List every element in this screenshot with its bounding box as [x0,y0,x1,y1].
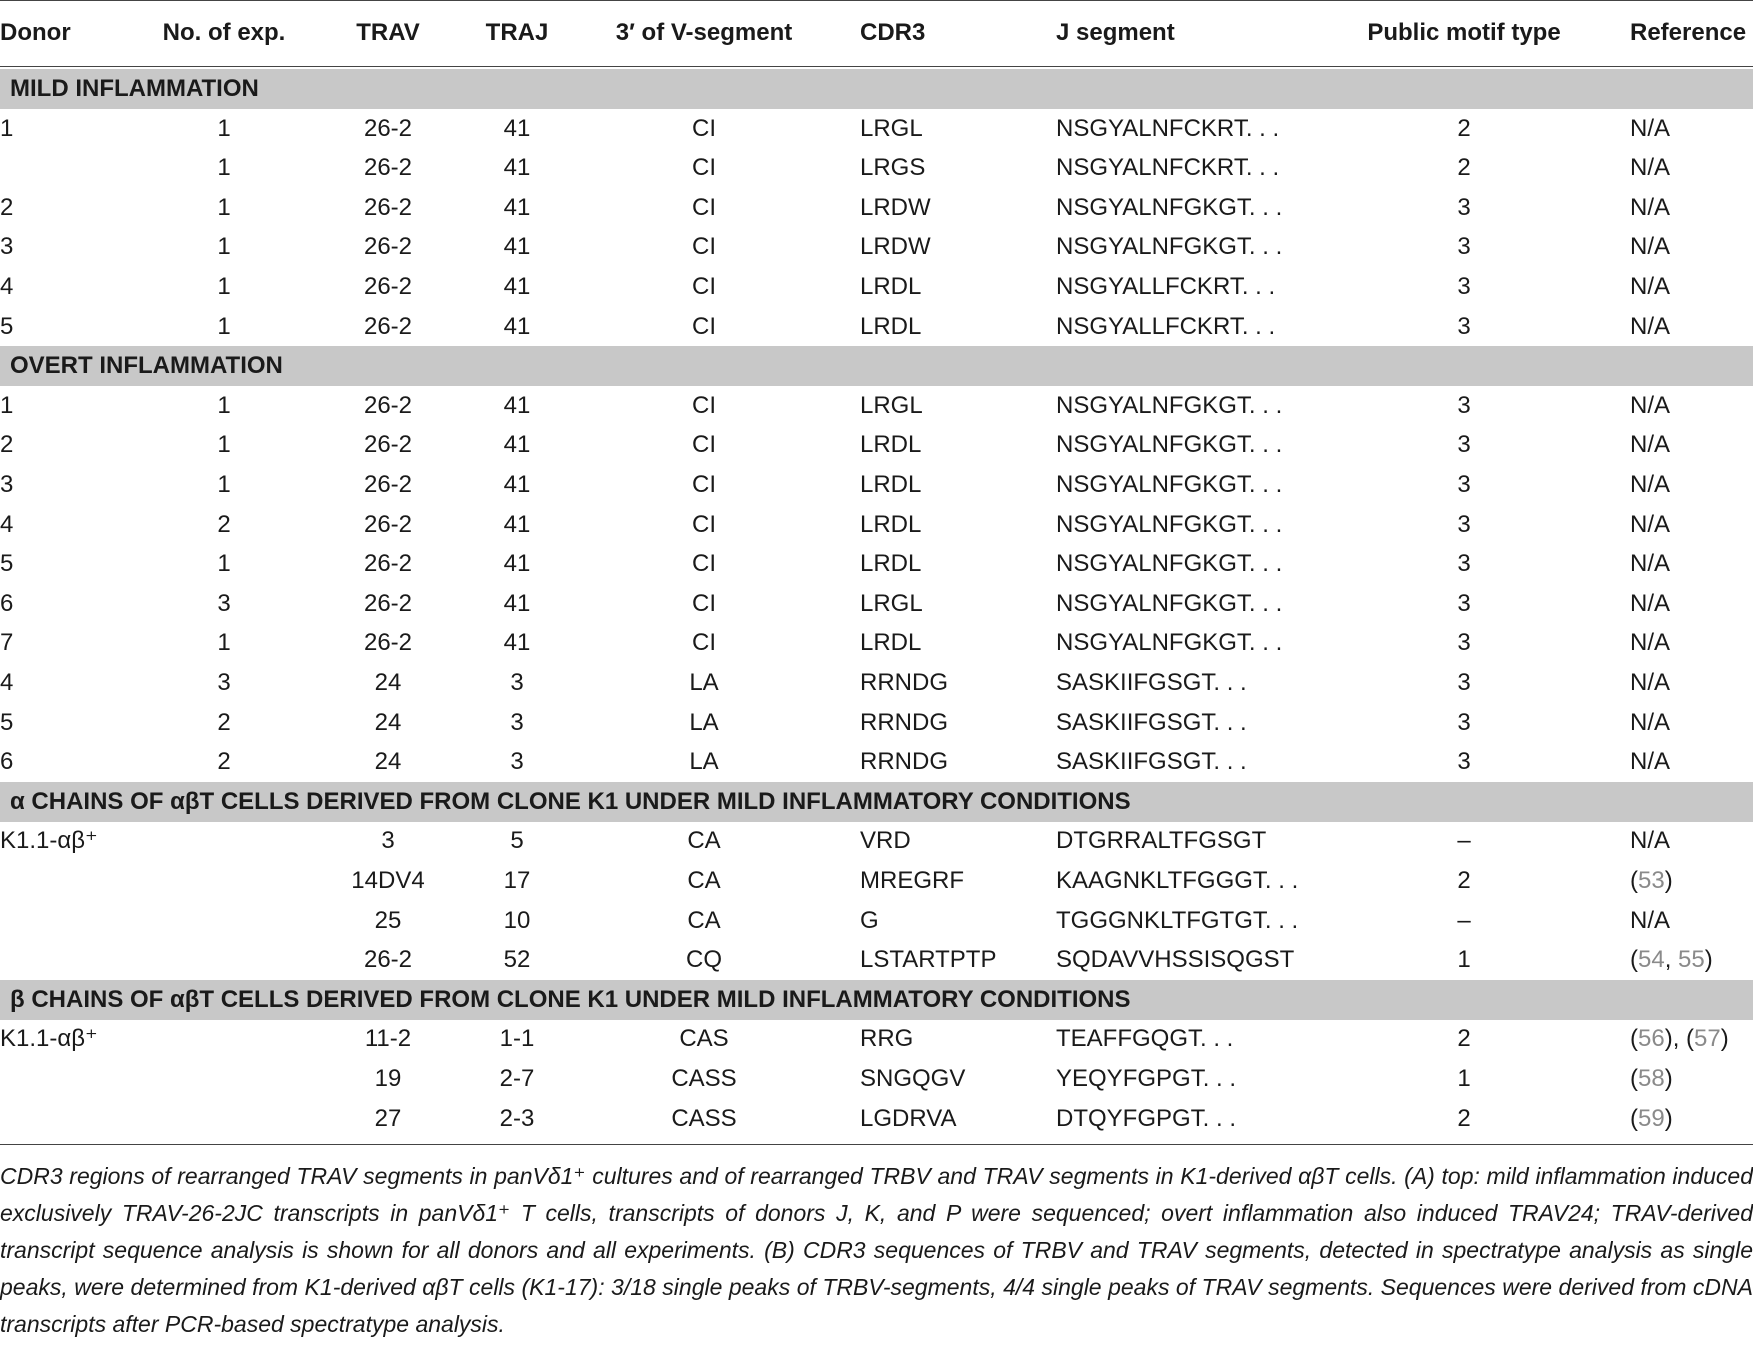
cell-trav: 19 [374,1065,402,1092]
cell-trav: 24 [374,669,402,696]
cell-trav: 26-2 [363,273,413,300]
cell-no-of-exp: 1 [217,193,231,221]
cell-traj: 41 [503,550,531,578]
cell-j-segment: NSGYALLFCKRT. . . [1056,312,1276,340]
cell-j-segment: NSGYALNFGKGT. . . [1056,471,1283,498]
cell-trav: 26-2 [363,391,413,419]
header-j-segment: J segment [1056,19,1175,46]
cell-no-of-exp: 1 [217,114,231,142]
cell-cdr3: LGDRVA [860,1104,957,1132]
cell-cdr3: LRDL [860,510,922,538]
cell-reference: N/A [1630,629,1671,657]
cell-3prime-v-segment: CAS [679,1025,729,1053]
cell-3prime-v-segment: CI [692,114,716,142]
cell-cdr3: LRGL [860,391,923,419]
cell-cdr3: LRDL [860,629,922,657]
cell-trav: 26-2 [363,589,413,617]
cell-traj: 3 [510,669,524,696]
cell-public-motif-type: 3 [1457,391,1471,419]
cell-j-segment: NSGYALNFGKGT. . . [1056,233,1283,261]
cell-donor: 5 [0,312,14,340]
cell-cdr3: LRGL [860,589,923,617]
table-footnote: CDR3 regions of rearranged TRAV segments in panVδ1⁺ cultures and of rearranged TRBV and TRAV segments in K1-derived αβT cells. (A) top: mild inflammation induced exclusively TRAV-26-2JC transcripts in panVδ1⁺ T cells, transcripts of donors J, K, and P were sequenced; overt inflammation also induced TRAV24; TRAV-derived transcript sequence analysis is shown for all donors and all experiments. (B) CDR3 sequences of TRBV and TRAV segments, detected in spectratype analysis as single peaks, were determined from K1-derived αβT cells (K1-17): 3/18 single peaks of TRBV-segments, 4/4 single peaks of TRAV segments. Sequences were derived from cDNA transcripts after PCR-based spectratype analysis. [0,1163,1753,1338]
cell-traj: 5 [510,827,524,855]
cell-reference: N/A [1630,312,1671,340]
reference-link[interactable]: 53 [1638,867,1665,894]
cell-traj: 1-1 [499,1025,535,1053]
cell-no-of-exp: 3 [217,589,231,617]
cell-cdr3: LRGS [860,154,926,182]
cell-public-motif-type: 3 [1457,669,1471,696]
header-donor: Donor [0,19,71,46]
cell-3prime-v-segment: CI [692,154,716,182]
reference-punctuation: ( [1630,1065,1638,1092]
cell-public-motif-type: 3 [1457,273,1471,300]
cell-public-motif-type: 3 [1457,471,1471,498]
cell-j-segment: KAAGNKLTFGGGT. . . [1056,867,1299,894]
reference-punctuation: ( [1630,946,1638,974]
table-row [0,623,1753,663]
cell-3prime-v-segment: LA [689,708,719,736]
cell-traj: 52 [503,946,531,974]
cell-j-segment: NSGYALNFCKRT. . . [1056,154,1280,182]
cell-donor: 5 [0,708,14,736]
cell-traj: 41 [503,193,531,221]
cell-public-motif-type: 2 [1457,114,1471,142]
cell-3prime-v-segment: CA [687,867,721,894]
cell-reference [1630,1019,1729,1059]
reference-link[interactable]: 59 [1638,1104,1665,1132]
cell-donor: 7 [0,629,14,657]
header-cdr3: CDR3 [860,19,926,46]
cell-public-motif-type: 3 [1457,510,1471,538]
reference-punctuation: ), ( [1664,1025,1695,1053]
reference-punctuation: ) [1664,867,1673,894]
cell-j-segment: NSGYALLFCKRT. . . [1056,273,1276,300]
cell-donor: 1 [0,114,14,142]
cell-cdr3: SNGQGV [860,1065,966,1092]
cell-traj: 41 [503,154,531,182]
table-row [0,505,1753,545]
cell-donor: 4 [0,669,14,696]
cell-donor: 3 [0,233,14,261]
cell-trav: 26-2 [363,510,413,538]
header-public-motif-type: Public motif type [1367,19,1561,46]
table-row [0,901,1753,941]
cell-3prime-v-segment: CASS [671,1065,737,1092]
header-rule [0,66,1753,67]
cell-donor: 2 [0,193,14,221]
cell-no-of-exp: 1 [217,471,231,498]
cell-trav: 26-2 [363,629,413,657]
cell-public-motif-type: 3 [1457,193,1471,221]
cell-reference: N/A [1630,510,1671,538]
table-row [0,267,1753,307]
cell-3prime-v-segment: CI [692,431,716,459]
reference-punctuation: ) [1664,1065,1673,1092]
cell-3prime-v-segment: LA [689,748,719,776]
cell-public-motif-type: 2 [1457,867,1471,894]
cell-no-of-exp: 2 [217,748,231,776]
cell-traj: 41 [503,471,531,498]
table-row [0,940,1753,980]
reference-link[interactable]: 58 [1638,1065,1665,1092]
cell-reference [1630,861,1673,901]
cell-j-segment: NSGYALNFGKGT. . . [1056,510,1283,538]
cell-donor: 6 [0,748,14,776]
cell-traj: 41 [503,312,531,340]
cell-3prime-v-segment: CA [687,906,721,934]
reference-punctuation: , [1664,946,1679,974]
table-header [0,0,1753,66]
cell-public-motif-type: 3 [1457,629,1471,657]
header-traj: TRAJ [485,19,549,46]
cell-no-of-exp: 2 [217,708,231,736]
cell-3prime-v-segment: CI [692,273,716,300]
cell-no-of-exp: 1 [217,312,231,340]
cell-traj: 41 [503,273,531,300]
cell-public-motif-type: 2 [1457,1104,1471,1132]
cell-3prime-v-segment: CI [692,193,716,221]
table-row [0,1059,1753,1099]
cell-cdr3: G [860,906,879,934]
cell-3prime-v-segment: CI [692,471,716,498]
header-reference: Reference [1630,19,1747,46]
cell-traj: 41 [503,510,531,538]
cell-traj: 41 [503,114,531,142]
cell-donor: 1 [0,391,14,419]
cell-traj: 41 [503,391,531,419]
cell-no-of-exp: 1 [217,273,231,300]
cell-public-motif-type: 3 [1457,312,1471,340]
cell-reference: N/A [1630,748,1671,776]
table-row [0,227,1753,267]
table-row [0,663,1753,703]
header-3prime-v-segment: 3′ of V-segment [615,19,793,46]
cell-trav: 25 [374,906,402,934]
table-row [0,425,1753,465]
cell-cdr3: LSTARTPTP [860,946,997,974]
cell-trav: 24 [374,748,402,776]
cell-traj: 41 [503,431,531,459]
cell-trav: 26-2 [363,193,413,221]
cell-traj: 3 [510,708,524,736]
cell-3prime-v-segment: CASS [671,1104,737,1132]
cell-reference: N/A [1630,154,1671,182]
cell-j-segment: NSGYALNFGKGT. . . [1056,629,1283,657]
cell-public-motif-type: – [1457,906,1471,934]
cell-donor: 4 [0,273,14,300]
cell-reference [1630,940,1713,980]
cell-donor: 3 [0,471,14,498]
table-row [0,465,1753,505]
cell-3prime-v-segment: CA [687,827,721,855]
section-title: MILD INFLAMMATION [10,75,259,102]
cell-reference: N/A [1630,273,1671,300]
cell-trav: 26-2 [363,154,413,182]
cell-trav: 26-2 [363,312,413,340]
cell-public-motif-type: – [1457,827,1471,855]
cell-reference: N/A [1630,233,1671,261]
cell-reference: N/A [1630,669,1671,696]
cell-3prime-v-segment: LA [689,669,719,696]
cell-j-segment: NSGYALNFGKGT. . . [1056,391,1283,419]
cell-no-of-exp: 1 [217,550,231,578]
cell-public-motif-type: 1 [1457,1065,1471,1092]
cell-trav: 26-2 [363,946,413,974]
cell-j-segment: SQDAVVHSSISQGST [1056,946,1295,974]
cell-no-of-exp: 1 [217,233,231,261]
cell-trav: 11-2 [364,1025,412,1053]
reference-punctuation: ) [1720,1025,1729,1053]
table-row [0,148,1753,188]
section-header [0,346,1753,386]
header-no-of-exp: No. of exp. [162,19,286,46]
cell-cdr3: VRD [860,827,911,855]
reference-link[interactable]: 57 [1694,1025,1721,1053]
header-trav: TRAV [356,19,420,46]
cell-reference: N/A [1630,550,1671,578]
cell-traj: 41 [503,629,531,657]
cell-reference: N/A [1630,114,1671,142]
cell-cdr3: RRG [860,1025,914,1053]
cell-traj: 2-7 [499,1065,535,1092]
cell-public-motif-type: 3 [1457,748,1471,776]
section-header [0,782,1753,822]
table-row [0,188,1753,228]
table-row [0,703,1753,743]
section-title: β CHAINS OF αβT CELLS DERIVED FROM CLONE K1 UNDER MILD INFLAMMATORY CONDITIONS [10,985,1131,1013]
table-row [0,386,1753,426]
cell-cdr3: RRNDG [860,748,948,776]
cell-donor: 6 [0,589,14,617]
cell-j-segment: NSGYALNFCKRT. . . [1056,114,1280,142]
section-title: α CHAINS OF αβT CELLS DERIVED FROM CLONE K1 UNDER MILD INFLAMMATORY CONDITIONS [10,787,1131,815]
cell-no-of-exp: 2 [217,510,231,538]
cell-reference: N/A [1630,193,1671,221]
section-title: OVERT INFLAMMATION [10,352,283,380]
reference-link[interactable]: 56 [1638,1025,1665,1053]
table-row [0,307,1753,347]
cell-cdr3: LRDW [860,233,931,261]
cell-reference: N/A [1630,431,1671,459]
cell-trav: 26-2 [363,233,413,261]
reference-punctuation: ) [1704,946,1713,974]
cell-j-segment: YEQYFGPGT. . . [1056,1065,1237,1092]
cell-3prime-v-segment: CI [692,510,716,538]
cell-reference: N/A [1630,391,1671,419]
cell-reference: N/A [1630,708,1671,736]
cell-cdr3: RRNDG [860,669,948,696]
table-row [0,584,1753,624]
cell-no-of-exp: 1 [217,391,231,419]
cell-3prime-v-segment: CI [692,550,716,578]
cell-cdr3: RRNDG [860,708,948,736]
table-row [0,544,1753,584]
cell-cdr3: LRDW [860,193,931,221]
cell-j-segment: SASKIIFGSGT. . . [1056,748,1247,776]
cell-cdr3: LRDL [860,312,922,340]
cell-traj: 41 [503,233,531,261]
cell-cdr3: MREGRF [860,867,964,894]
cell-public-motif-type: 3 [1457,431,1471,459]
cell-no-of-exp: 3 [217,669,231,696]
cell-public-motif-type: 3 [1457,708,1471,736]
reference-punctuation: ) [1664,1104,1673,1132]
reference-punctuation: ( [1630,1104,1638,1132]
section-header [0,69,1753,109]
cell-j-segment: NSGYALNFGKGT. . . [1056,193,1283,221]
cell-j-segment: NSGYALNFGKGT. . . [1056,550,1283,578]
cell-reference [1630,1059,1673,1099]
reference-punctuation: ( [1630,867,1638,894]
cell-reference: N/A [1630,589,1671,617]
cell-no-of-exp: 1 [217,154,231,182]
cell-j-segment: SASKIIFGSGT. . . [1056,669,1247,696]
cell-j-segment: TEAFFGQGT. . . [1056,1025,1234,1053]
reference-link[interactable]: 55 [1678,946,1705,974]
cell-traj: 41 [503,589,531,617]
table-row [0,1099,1753,1139]
cell-j-segment: DTQYFGPGT. . . [1056,1104,1237,1132]
cell-3prime-v-segment: CI [692,391,716,419]
table-row [0,861,1753,901]
cell-public-motif-type: 3 [1457,550,1471,578]
cell-j-segment: DTGRRALTFGSGT [1056,827,1267,855]
cell-trav: 27 [374,1104,402,1132]
cell-donor: 4 [0,510,14,538]
cell-3prime-v-segment: CI [692,312,716,340]
cell-public-motif-type: 2 [1457,154,1471,182]
cell-traj: 3 [510,748,524,776]
cell-public-motif-type: 2 [1457,1025,1471,1053]
cell-3prime-v-segment: CI [692,629,716,657]
cell-traj: 17 [503,867,531,894]
cell-trav: 26-2 [363,550,413,578]
cell-trav: 24 [374,708,402,736]
cell-traj: 2-3 [499,1104,535,1132]
cell-trav: 3 [381,827,395,855]
cell-j-segment: NSGYALNFGKGT. . . [1056,589,1283,617]
cell-trav: 26-2 [363,114,413,142]
cell-donor: K1.1-αβ⁺ [0,827,98,855]
cell-cdr3: LRDL [860,273,922,300]
table-row [0,821,1753,861]
cell-cdr3: LRGL [860,114,923,142]
cell-j-segment: SASKIIFGSGT. . . [1056,708,1247,736]
cell-trav: 14DV4 [351,867,425,894]
cell-reference: N/A [1630,827,1671,855]
table-row [0,109,1753,149]
cell-cdr3: LRDL [860,550,922,578]
cell-trav: 26-2 [363,471,413,498]
cell-3prime-v-segment: CQ [686,946,722,974]
reference-link[interactable]: 54 [1638,946,1665,974]
table-row [0,1019,1753,1059]
cell-public-motif-type: 3 [1457,589,1471,617]
table-bottom-rule [0,1144,1753,1145]
cell-3prime-v-segment: CI [692,589,716,617]
cell-no-of-exp: 1 [217,431,231,459]
cell-reference: N/A [1630,471,1671,498]
cell-donor: K1.1-αβ⁺ [0,1025,98,1053]
cell-reference [1630,1099,1673,1139]
table-row [0,742,1753,782]
cell-cdr3: LRDL [860,471,922,498]
cell-public-motif-type: 1 [1457,946,1471,974]
cell-donor: 5 [0,550,14,578]
cell-3prime-v-segment: CI [692,233,716,261]
section-header [0,980,1753,1020]
reference-punctuation: ( [1630,1025,1638,1053]
cell-donor: 2 [0,431,14,459]
cell-j-segment: TGGGNKLTFGTGT. . . [1056,906,1299,934]
cell-j-segment: NSGYALNFGKGT. . . [1056,431,1283,459]
cell-reference: N/A [1630,906,1671,934]
cell-trav: 26-2 [363,431,413,459]
cell-traj: 10 [503,906,531,934]
cell-public-motif-type: 3 [1457,233,1471,261]
cell-cdr3: LRDL [860,431,922,459]
cell-no-of-exp: 1 [217,629,231,657]
